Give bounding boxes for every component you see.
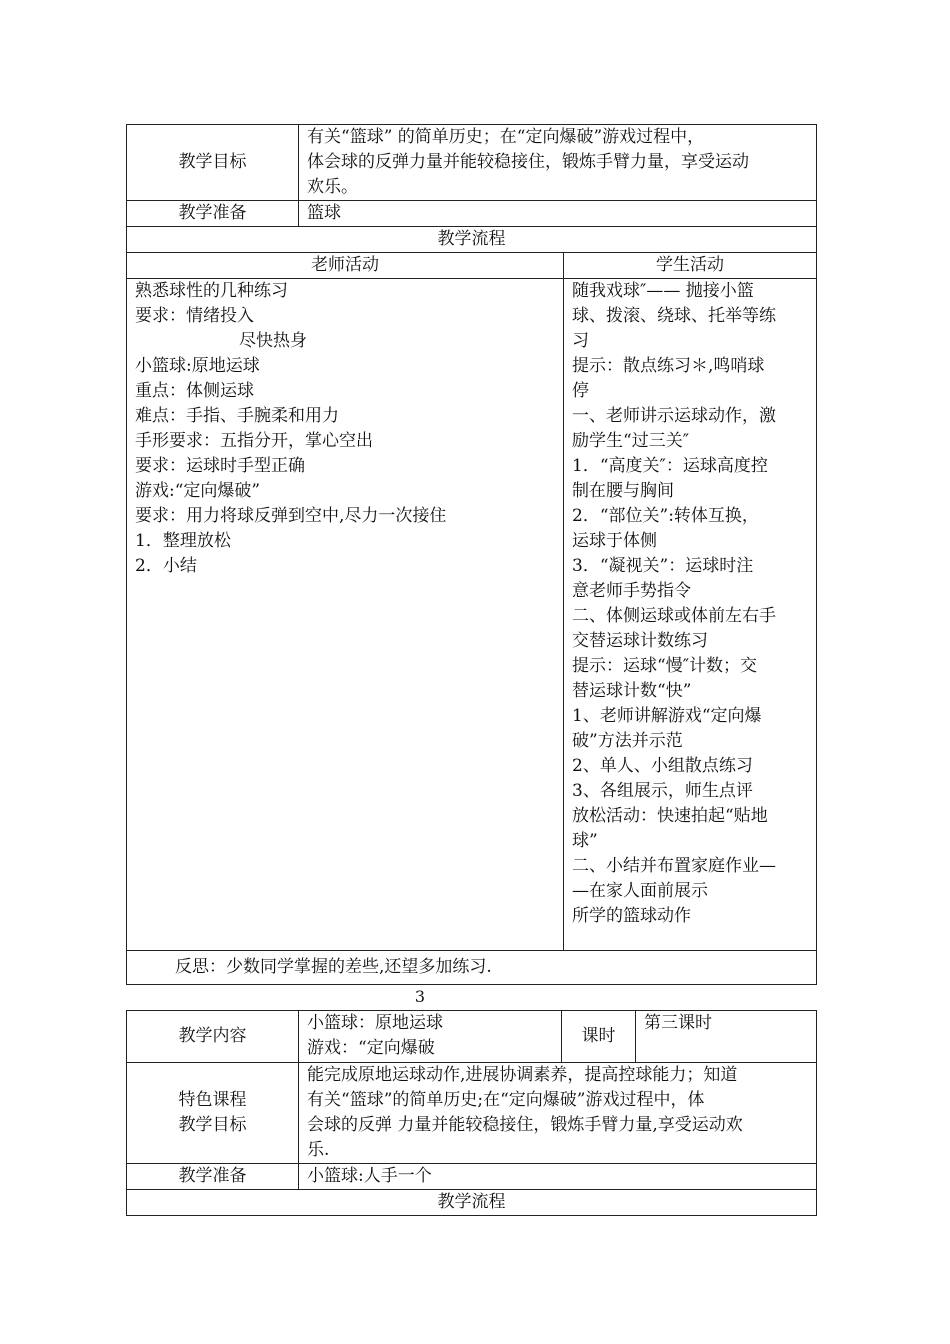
student-activity-cell: [564, 279, 817, 951]
student-line: 3、各组展示，师生点评: [572, 781, 753, 801]
lesson-plan-table-2: [126, 1010, 817, 1216]
period-label-cell: [562, 1011, 636, 1063]
student-line: 二、体侧运球或体前左右手: [572, 606, 776, 626]
teacher-line: 熟悉球性的几种练习: [135, 281, 288, 301]
student-line: 意老师手势指令: [572, 581, 691, 601]
student-line: 破”方法并示范: [572, 731, 683, 751]
teacher-activity-cell: [127, 279, 564, 951]
student-line: 球”: [572, 831, 598, 851]
content-label-cell: [127, 1011, 299, 1063]
teacher-line: 小篮球:原地运球: [135, 356, 260, 376]
prep-label-cell: [127, 201, 299, 227]
teacher-line: 尽快热身: [239, 331, 307, 351]
goal-line: 欢乐。: [307, 177, 358, 197]
content-label: 教学内容: [178, 1026, 247, 1046]
student-line: 交替运球计数练习: [572, 631, 708, 651]
student-line: 一、老师讲示运球动作，激: [572, 406, 776, 426]
special-goal-text-cell: [299, 1063, 817, 1164]
flow-title: 教学流程: [437, 1192, 506, 1212]
goal-label-cell: [127, 125, 299, 201]
content-line: 小篮球：原地运球: [307, 1013, 443, 1033]
student-line: 2．“部位关”:转体互换，: [572, 506, 759, 526]
teacher-line: 要求：情绪投入: [135, 306, 254, 326]
teacher-header-cell: [127, 253, 564, 279]
student-line: 提示：运球“慢″计数；交: [572, 656, 758, 676]
special-goal-label-line: 特色课程: [178, 1090, 247, 1110]
flow-title-cell: [127, 227, 817, 253]
student-line: 1、老师讲解游戏“定向爆: [572, 706, 762, 726]
student-line: 1．“高度关″：运球高度控: [572, 456, 768, 476]
teacher-line: 1．整理放松: [135, 531, 231, 551]
prep-label: 教学准备: [178, 1166, 247, 1186]
flow-title-cell: [127, 1190, 817, 1216]
teacher-line: 要求：用力将球反弹到空中,尽力一次接住: [135, 506, 447, 526]
goal-line: 体会球的反弹力量并能较稳接住，锻炼手臂力量，享受运动: [307, 152, 749, 172]
student-line: 球、拨滚、绕球、托举等练: [572, 306, 776, 326]
student-line: 随我戏球″—— 抛接小篮: [572, 281, 754, 301]
content-text-cell: [299, 1011, 562, 1063]
teacher-line: 重点：体侧运球: [135, 381, 254, 401]
goal-line: 能完成原地运球动作,进展协调素养，提高控球能力；知道: [307, 1065, 738, 1085]
student-line: 3．“凝视关”：运球时注: [572, 556, 754, 576]
period-value-cell: [636, 1011, 817, 1063]
student-line: 运球于体侧: [572, 531, 657, 551]
lesson-plan-table-1: [126, 124, 817, 985]
student-header-cell: [564, 253, 817, 279]
special-goal-label-cell: [127, 1063, 299, 1164]
student-line: 替运球计数“快”: [572, 681, 692, 701]
goal-label: 教学目标: [178, 152, 247, 172]
student-line: 习: [572, 331, 589, 351]
prep-value-cell: [299, 201, 817, 227]
teacher-line: 游戏:“定向爆破”: [135, 481, 261, 501]
teacher-activity-header: 老师活动: [311, 255, 379, 275]
teacher-line: 难点：手指、手腕柔和用力: [135, 406, 339, 426]
reflection-text: 反思：少数同学掌握的差些,还望多加练习.: [175, 957, 492, 977]
reflection-cell: [127, 951, 817, 985]
student-line: 制在腰与胸间: [572, 481, 674, 501]
goal-text-cell: [299, 125, 817, 201]
prep-label: 教学准备: [178, 203, 247, 223]
content-line: 游戏：“定向爆破: [307, 1038, 435, 1058]
student-line: 提示：散点练习＊,鸣哨球: [572, 356, 765, 376]
teacher-line: 2．小结: [135, 556, 197, 576]
student-line: 二、小结并布置家庭作业—: [572, 856, 776, 876]
student-line: 停: [572, 381, 589, 401]
page-number: 3: [414, 987, 426, 1006]
student-line: —在家人面前展示: [572, 881, 708, 901]
student-activity-header: 学生活动: [656, 255, 724, 275]
period-label: 课时: [581, 1026, 616, 1046]
student-line: 放松活动：快速拍起“贴地: [572, 806, 768, 826]
period-value: 第三课时: [644, 1013, 712, 1033]
goal-line: 有关“篮球” 的简单历史；在“定向爆破”游戏过程中，: [307, 127, 705, 147]
student-line: 所学的篮球动作: [572, 906, 691, 926]
student-line: 2、单人、小组散点练习: [572, 756, 753, 776]
prep-value: 篮球: [307, 203, 341, 223]
prep-value-cell: [299, 1164, 817, 1190]
prep-label-cell: [127, 1164, 299, 1190]
flow-title: 教学流程: [437, 229, 506, 249]
goal-line: 会球的反弹 力量并能较稳接住，锻炼手臂力量,享受运动欢: [307, 1115, 743, 1135]
goal-line: 有关“篮球”的简单历史;在“定向爆破”游戏过程中，体: [307, 1090, 705, 1110]
student-line: 励学生“过三关″: [572, 431, 690, 451]
prep-value: 小篮球:人手一个: [307, 1166, 432, 1186]
special-goal-label-line: 教学目标: [178, 1115, 247, 1135]
goal-line: 乐.: [307, 1140, 330, 1160]
teacher-line: 要求：运球时手型正确: [135, 456, 305, 476]
teacher-line: 手形要求：五指分开，掌心空出: [135, 431, 373, 451]
